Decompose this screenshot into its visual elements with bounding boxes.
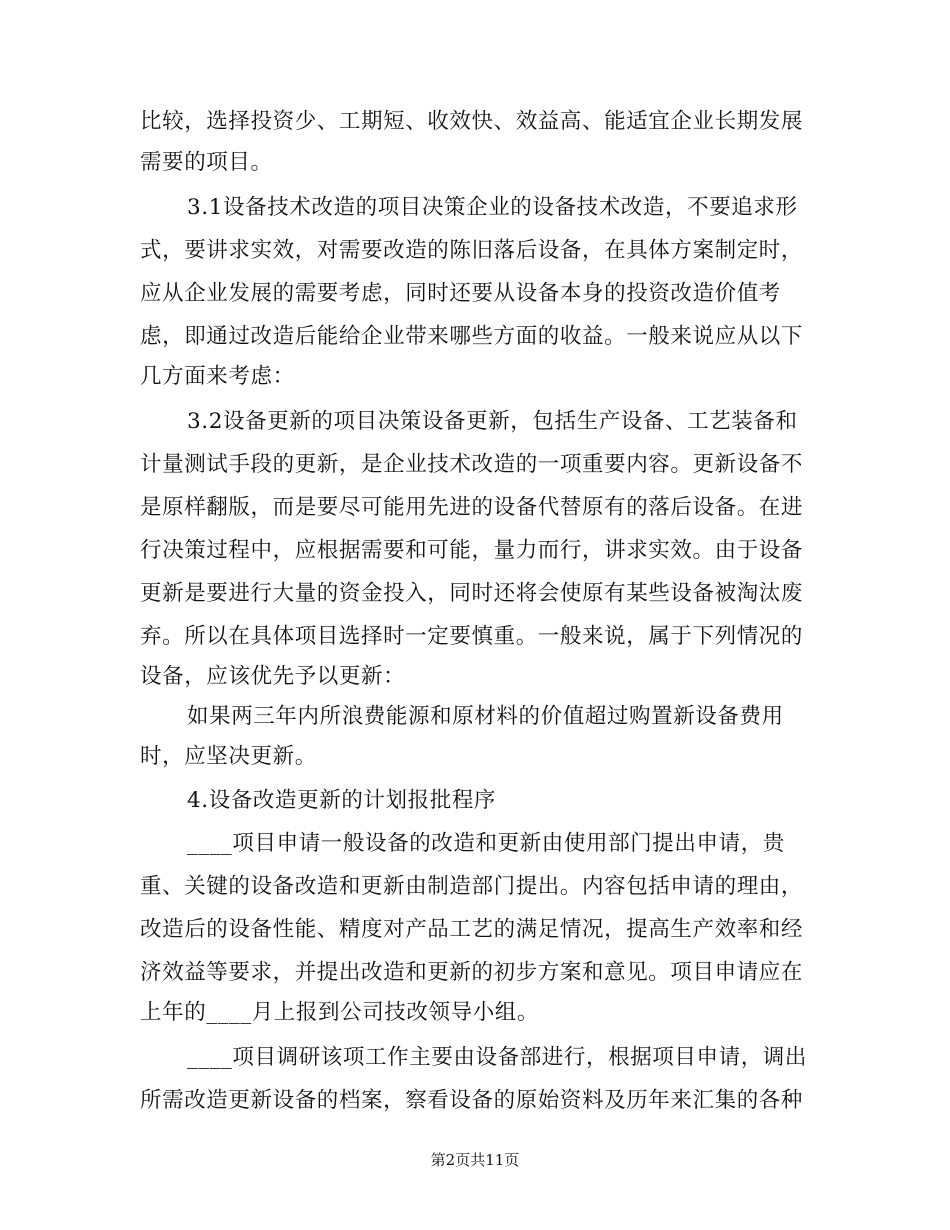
- text-line: 3.2设备更新的项目决策设备更新，包括生产设备、工艺装备和: [187, 409, 798, 434]
- text-line: 式，要讲求实效，对需要改造的陈旧落后设备，在具体方案制定时，: [140, 238, 804, 263]
- page-number: 第2页共11页: [430, 1151, 520, 1169]
- text-line: 如果两三年内所浪费能源和原材料的价值超过购置新设备费用: [187, 704, 784, 729]
- text-line: 弃。所以在具体项目选择时一定要慎重。一般来说，属于下列情况的: [140, 624, 804, 649]
- text-line: 需要的项目。: [140, 150, 273, 175]
- text-line: 比较，选择投资少、工期短、收效快、效益高、能适宜企业长期发展: [140, 109, 804, 134]
- text-line: 计量测试手段的更新，是企业技术改造的一项重要内容。更新设备不: [140, 452, 804, 477]
- text-line: 上年的____月上报到公司技改领导小组。: [140, 1000, 540, 1025]
- text-line: 重、关键的设备改造和更新由制造部门提出。内容包括申请的理由，: [140, 874, 804, 899]
- text-line: 改造后的设备性能、精度对产品工艺的满足情况，提高生产效率和经: [140, 917, 804, 942]
- text-line: 是原样翻版，而是要尽可能用先进的设备代替原有的落后设备。在进: [140, 495, 804, 520]
- text-line: 虑，即通过改造后能给企业带来哪些方面的收益。一般来说应从以下: [140, 324, 804, 349]
- text-line: 3.1设备技术改造的项目决策企业的设备技术改造，不要追求形: [187, 195, 798, 220]
- text-line: 几方面来考虑：: [140, 364, 295, 389]
- text-line: 时，应坚决更新。: [140, 744, 317, 769]
- section-heading: 4.设备改造更新的计划报批程序: [187, 788, 497, 813]
- text-line: 应从企业发展的需要考虑，同时还要从设备本身的投资改造价值考: [140, 281, 781, 306]
- text-line: 所需改造更新设备的档案，察看设备的原始资料及历年来汇集的各种: [140, 1088, 804, 1113]
- text-line: ____项目调研该项工作主要由设备部进行，根据项目申请，调出: [187, 1045, 808, 1070]
- text-line: 更新是要进行大量的资金投入，同时还将会使原有某些设备被淘汰废: [140, 581, 804, 606]
- text-line: 济效益等要求，并提出改造和更新的初步方案和意见。项目申请应在: [140, 960, 804, 985]
- text-line: ____项目申请一般设备的改造和更新由使用部门提出申请，贵: [187, 831, 785, 856]
- text-line: 设备，应该优先予以更新：: [140, 664, 406, 689]
- text-line: 行决策过程中，应根据需要和可能，量力而行，讲求实效。由于设备: [140, 538, 804, 563]
